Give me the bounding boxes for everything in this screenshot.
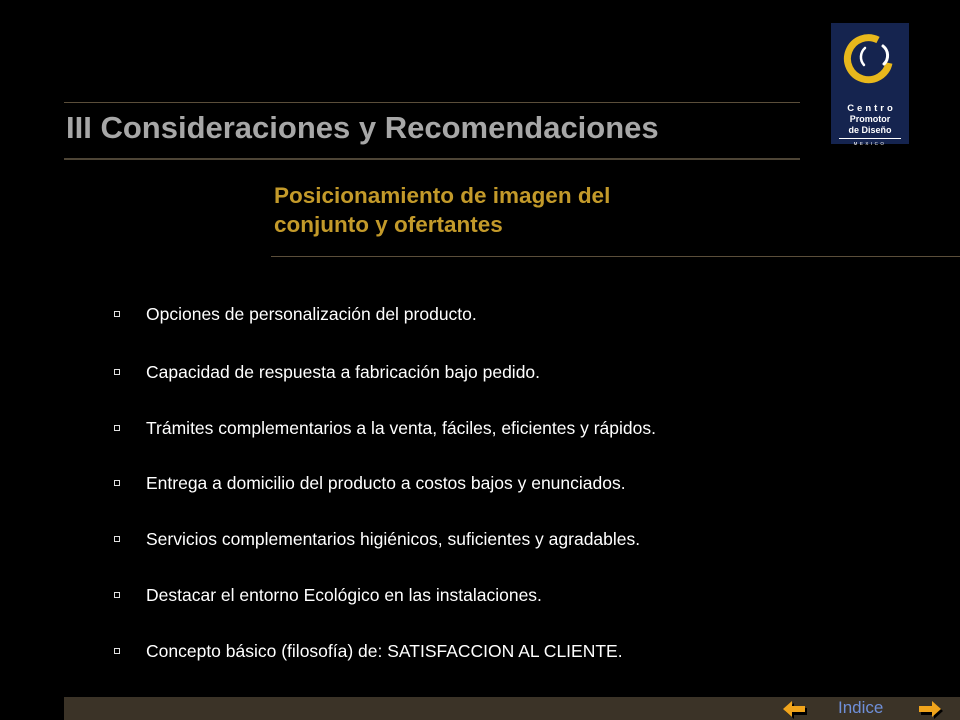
hollow-square-bullet-icon bbox=[114, 648, 120, 654]
subtitle-line-2: conjunto y ofertantes bbox=[274, 212, 503, 237]
subtitle-divider bbox=[271, 256, 960, 257]
hollow-square-bullet-icon bbox=[114, 592, 120, 598]
bullet-text: Servicios complementarios higiénicos, suficientes y agradables. bbox=[146, 529, 641, 549]
bullet-text: Trámites complementarios a la venta, fáciles, eficientes y rápidos. bbox=[146, 418, 656, 438]
title-divider bbox=[64, 158, 800, 160]
brand-logo bbox=[831, 23, 909, 144]
hollow-square-bullet-icon bbox=[114, 369, 120, 375]
bullet-text: Destacar el entorno Ecológico en las instalaciones. bbox=[146, 585, 542, 605]
logo-country: MEXICO bbox=[853, 141, 887, 146]
hollow-square-bullet-icon bbox=[114, 480, 120, 486]
logo-text-line-2: Promotor bbox=[849, 114, 891, 124]
index-link[interactable]: Indice bbox=[838, 698, 884, 717]
page-title: III Consideraciones y Recomendaciones bbox=[66, 110, 659, 145]
bullet-text: Capacidad de respuesta a fabricación bajo pedido. bbox=[146, 362, 541, 382]
section-subtitle bbox=[274, 181, 610, 239]
hollow-square-bullet-icon bbox=[114, 311, 120, 317]
bullet-text: Opciones de personalización del producto. bbox=[146, 304, 477, 324]
bullet-text: Concepto básico (filosofía) de: SATISFACCION AL CLIENTE. bbox=[146, 641, 623, 661]
arrow-left-icon bbox=[782, 701, 810, 719]
previous-slide-button[interactable] bbox=[782, 701, 810, 719]
logo-text-line-1: Centro bbox=[847, 103, 896, 114]
logo-text-line-3: de Diseño bbox=[848, 125, 892, 135]
footer-bar bbox=[64, 697, 960, 720]
next-slide-button[interactable] bbox=[916, 701, 944, 719]
ring-logo-icon bbox=[831, 23, 909, 103]
top-divider bbox=[64, 102, 800, 103]
bullet-text: Entrega a domicilio del producto a costos bajos y enunciados. bbox=[146, 473, 626, 493]
hollow-square-bullet-icon bbox=[114, 425, 120, 431]
hollow-square-bullet-icon bbox=[114, 536, 120, 542]
logo-divider bbox=[839, 138, 901, 139]
arrow-right-icon bbox=[916, 701, 944, 719]
subtitle-line-1: Posicionamiento de imagen del bbox=[274, 183, 611, 208]
